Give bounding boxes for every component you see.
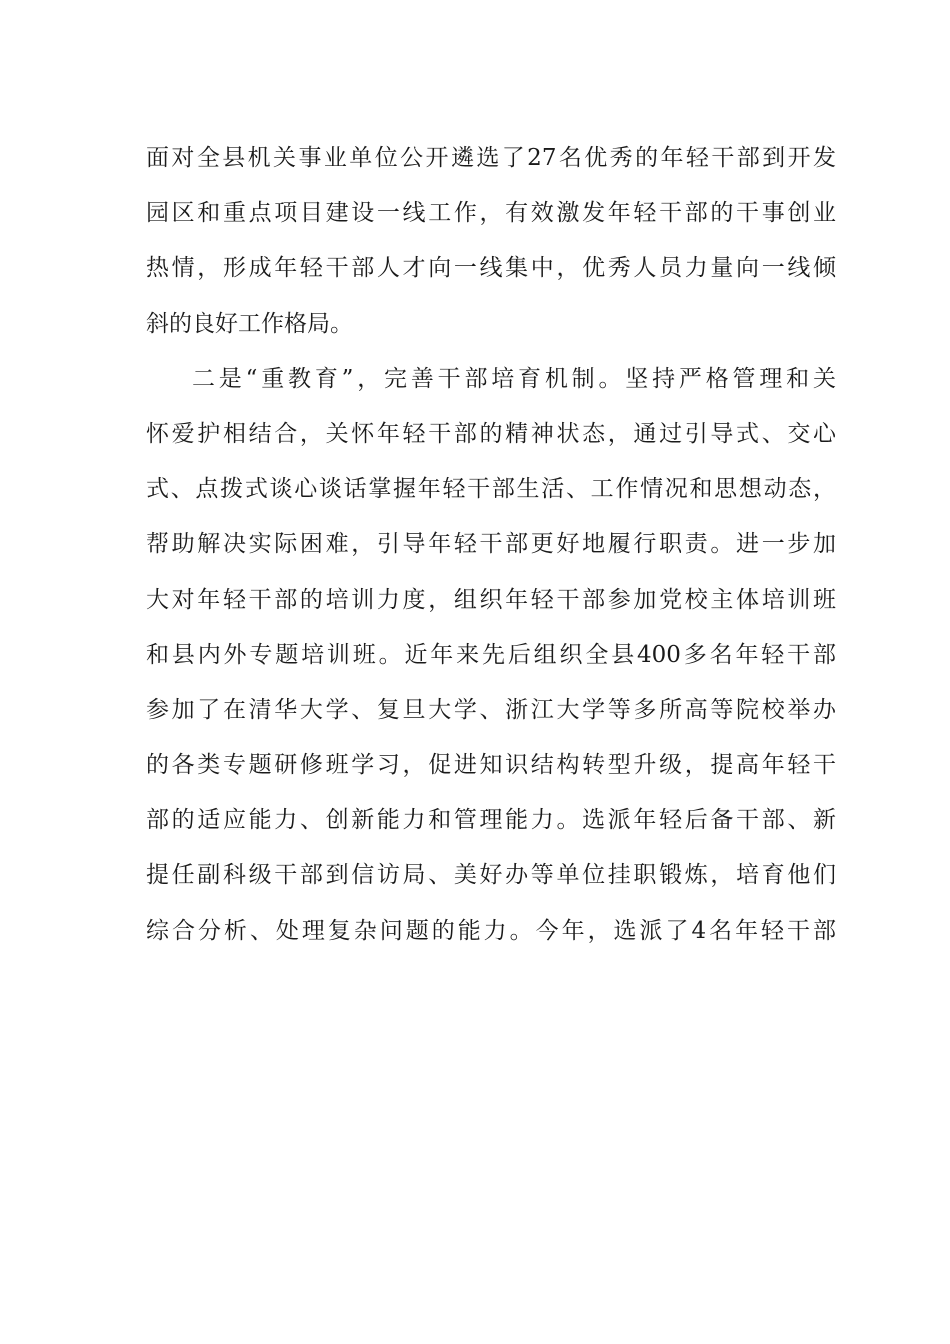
text-line: 部的适应能力、创新能力和管理能力。选派年轻后备干部、新 <box>146 807 836 834</box>
text-line: 面对全县机关事业单位公开遴选了27名优秀的年轻干部到开发 <box>146 145 836 171</box>
text-line: 热情，形成年轻干部人才向一线集中，优秀人员力量向一线倾 <box>146 255 836 282</box>
document-body <box>146 131 836 959</box>
text-line: 式、点拨式谈心谈话掌握年轻干部生活、工作情况和思想动态， <box>146 476 836 503</box>
text-line: 参加了在清华大学、复旦大学、浙江大学等多所高等院校举办 <box>146 696 836 723</box>
text-line: 园区和重点项目建设一线工作，有效激发年轻干部的干事创业 <box>146 200 836 227</box>
paragraph-start-line: 二是“重教育”，完善干部培育机制。坚持严格管理和关 <box>192 365 836 392</box>
text-line: 帮助解决实际困难，引导年轻干部更好地履行职责。进一步加 <box>146 531 836 558</box>
text-line: 的各类专题研修班学习，促进知识结构转型升级，提高年轻干 <box>146 752 836 779</box>
text-line: 怀爱护相结合，关怀年轻干部的精神状态，通过引导式、交心 <box>146 420 836 447</box>
text-line: 大对年轻干部的培训力度，组织年轻干部参加党校主体培训班 <box>146 586 836 613</box>
paragraph-end-line: 斜的良好工作格局。 <box>146 310 353 337</box>
text-line: 提任副科级干部到信访局、美好办等单位挂职锻炼，培育他们 <box>146 862 836 889</box>
text-line: 和县内外专题培训班。近年来先后组织全县400多名年轻干部 <box>146 641 836 668</box>
text-line: 综合分析、处理复杂问题的能力。今年，选派了4名年轻干部 <box>146 917 836 944</box>
